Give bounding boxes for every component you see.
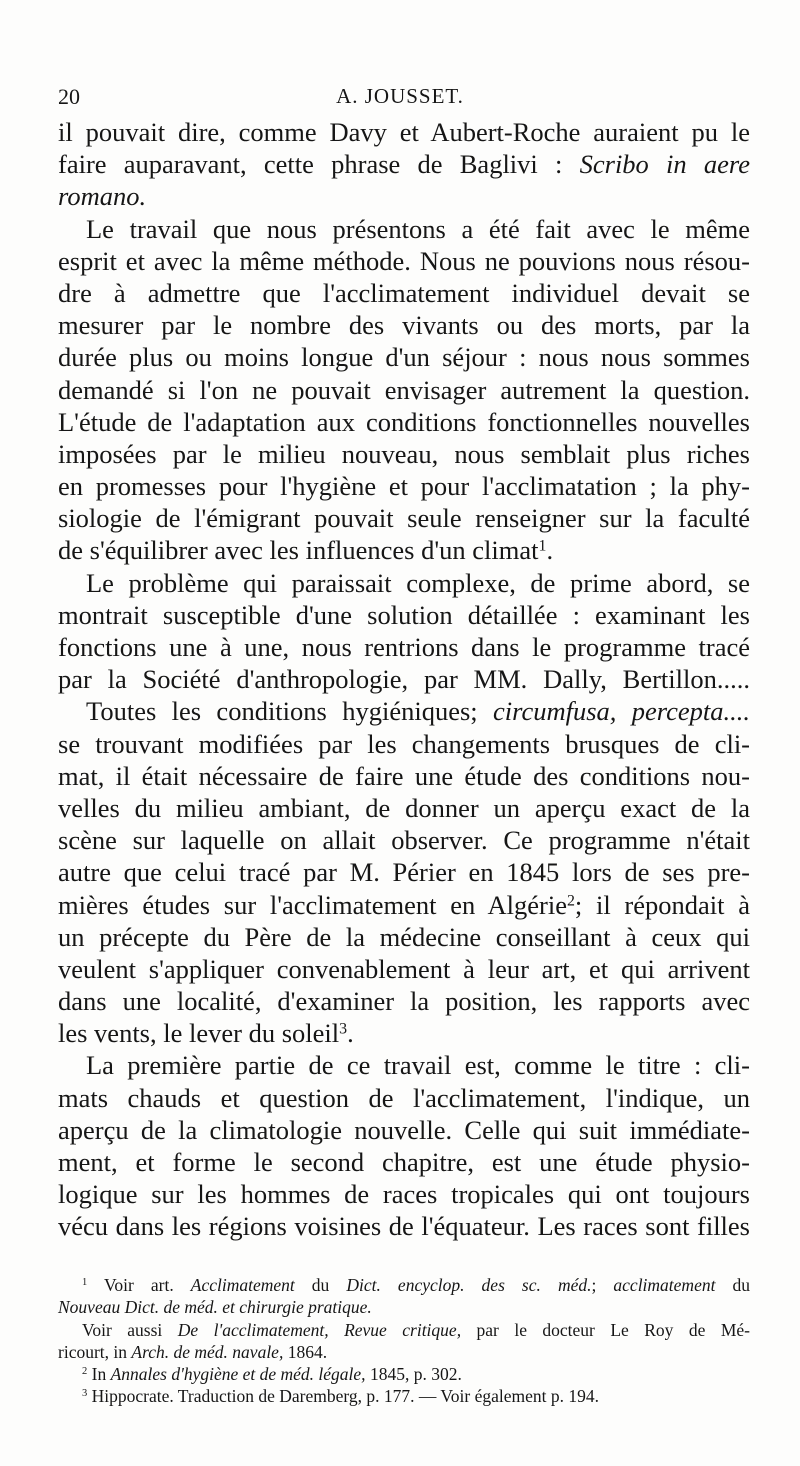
text-line <box>58 502 750 534</box>
text-run: velles du milieu ambiant, de donner un aperçu exact de la <box>58 792 750 823</box>
text-run: un précepte du Père de la médecine conseillant à ceux qui <box>58 921 750 952</box>
text-line <box>58 438 750 470</box>
text-line <box>58 277 750 309</box>
text-run: . <box>546 535 554 566</box>
italic-text: Annales d'hygiène et de méd. légale, <box>110 1364 366 1385</box>
text-line <box>58 889 750 921</box>
footnote-marker: 2 <box>82 1366 88 1378</box>
text-line <box>58 985 750 1017</box>
text-run: fonctions une à une, nous rentrions dans le programme tracé <box>58 632 750 662</box>
text-run: Le problème qui paraissait complexe, de prime abord, se <box>86 567 750 598</box>
text-run: montrait susceptible d'une solution détaillée : examinant les <box>58 599 750 630</box>
text-run: esprit et avec la même méthode. Nous ne pouvions nous résou- <box>58 245 750 276</box>
text-run: demandé si l'on ne pouvait envisager autrement la question. <box>58 374 750 405</box>
text-run: ment, et forme le second chapitre, est une étude physio- <box>58 1147 750 1177</box>
text-run: ; <box>591 1275 614 1295</box>
text-run: Le travail que nous présentons a été fait avec le même <box>86 213 750 244</box>
italic-text: romano. <box>58 181 147 212</box>
text-line <box>58 663 750 695</box>
text-run: scène sur laquelle on allait observer. Ce programme n'était <box>58 825 750 856</box>
text-run: autre que celui tracé par M. Périer en 1845 lors de ses pre- <box>58 857 750 888</box>
italic-text: acclimatement <box>613 1275 716 1295</box>
text-line <box>58 374 750 406</box>
text-run: veulent s'appliquer convenablement à leur art, et qui arrivent <box>58 953 750 984</box>
text-line <box>58 1082 750 1114</box>
text-line <box>58 341 750 373</box>
page-number: 20 <box>58 84 80 109</box>
text-run: par le docteur Le Roy de Mé- <box>461 1319 750 1340</box>
text-line <box>58 953 750 985</box>
text-line <box>58 728 750 760</box>
text-run: In <box>87 1364 111 1385</box>
footnote-marker: 2 <box>566 891 575 909</box>
text-run: mat, il était nécessaire de faire une étude des conditions nou- <box>58 760 750 791</box>
text-run: La première partie de ce travail est, comme le titre : cli- <box>86 1050 750 1081</box>
text-line <box>58 116 750 148</box>
text-run: en promesses pour l'hygiène et pour l'acclimatation ; la phy- <box>58 471 750 502</box>
footnotes <box>58 1274 750 1408</box>
text-line <box>58 631 750 663</box>
text-run: ; il répondait à <box>574 889 750 920</box>
text-line <box>58 309 750 341</box>
text-run: logique sur les hommes de races tropicales qui ont toujours <box>58 1179 750 1210</box>
text-line <box>58 1114 750 1146</box>
text-line <box>58 599 750 631</box>
text-line <box>58 1146 750 1178</box>
text-line <box>58 824 750 856</box>
text-run: vécu dans les régions voisines de l'équateur. Les races sont filles <box>58 1211 750 1242</box>
text-run: dans une localité, d'examiner la position, les rapports avec <box>58 986 750 1017</box>
text-run: du <box>715 1275 751 1295</box>
text-line <box>58 1017 750 1049</box>
text-run: mesurer par le nombre des vivants ou des morts, par la <box>58 310 750 341</box>
text-run: siologie de l'émigrant pouvait seule renseigner sur la faculté <box>58 503 750 534</box>
footnote-marker: 1 <box>538 537 547 555</box>
text-line <box>58 148 750 180</box>
text-line <box>58 1178 750 1210</box>
running-title: A. JOUSSET. <box>336 84 464 108</box>
text-line <box>58 921 750 953</box>
text-run: Voir art. <box>87 1275 191 1295</box>
text-run: se trouvant modifiées par les changements brusques de cli- <box>58 728 750 759</box>
footnote-line <box>58 1274 750 1296</box>
text-run: 1864. <box>283 1341 328 1362</box>
text-run: mières études sur l'acclimatement en Algérie <box>58 889 567 920</box>
footnote-line <box>58 1363 750 1385</box>
text-run: . <box>347 1018 354 1049</box>
text-run: Toutes les conditions hygiéniques; <box>86 696 493 727</box>
body-text <box>58 116 750 1243</box>
text-run: ricourt, in <box>58 1341 132 1362</box>
footnote-marker: 1 <box>82 1277 88 1289</box>
text-run: durée plus ou moins longue d'un séjour : nous nous sommes <box>58 342 750 373</box>
footnote-marker: 3 <box>82 1388 88 1400</box>
italic-text: Acclimatement <box>190 1275 295 1295</box>
text-run: par la Société d'anthropologie, par MM. Dally, Bertillon..... <box>58 664 750 695</box>
text-run: imposées par le milieu nouveau, nous semblait plus riches <box>58 438 750 469</box>
text-run: Hippocrate. Traduction de Daremberg, p. 177. — Voir également p. 194. <box>87 1386 600 1407</box>
italic-text: Dict. encyclop. des sc. méd. <box>346 1275 592 1295</box>
text-run: il pouvait dire, comme Davy et Aubert-Roche auraient pu le <box>58 117 750 147</box>
text-line <box>58 470 750 502</box>
footnote-line <box>58 1319 750 1341</box>
footnote-marker: 3 <box>339 1020 348 1038</box>
text-line <box>58 534 750 566</box>
text-line <box>58 406 750 438</box>
text-line <box>58 1049 750 1081</box>
text-line <box>58 180 750 212</box>
italic-text: De l'acclimatement, Revue critique, <box>177 1319 462 1340</box>
italic-text: circumfusa, percepta.... <box>493 696 750 727</box>
text-run: Voir aussi <box>82 1319 178 1340</box>
text-run: du <box>294 1275 347 1295</box>
text-run: faire auparavant, cette phrase de Baglivi : <box>58 149 580 180</box>
text-run: 1845, p. 302. <box>365 1364 462 1385</box>
text-line <box>58 695 750 727</box>
italic-text: Arch. de méd. navale, <box>131 1341 284 1362</box>
text-run: de s'équilibrer avec les influences d'un climat <box>58 535 539 566</box>
text-run: aperçu de la climatologie nouvelle. Celle qui suit immédiate- <box>58 1114 750 1145</box>
text-run: dre à admettre que l'acclimatement individuel devait se <box>58 277 750 308</box>
text-line <box>58 760 750 792</box>
text-run: L'étude de l'adaptation aux conditions fonctionnelles nouvelles <box>58 406 750 437</box>
text-line <box>58 213 750 245</box>
italic-text: Scribo in aere <box>579 149 751 180</box>
footnote-line <box>58 1296 750 1318</box>
text-line <box>58 567 750 599</box>
running-head <box>58 84 742 114</box>
text-line <box>58 245 750 277</box>
text-line <box>58 792 750 824</box>
footnote-line <box>58 1341 750 1363</box>
text-run: les vents, le lever du soleil <box>58 1018 340 1049</box>
footnote-line <box>58 1385 750 1407</box>
text-line <box>58 1210 750 1242</box>
text-line <box>58 856 750 888</box>
italic-text: Nouveau Dict. de méd. et chirurgie pratique. <box>58 1297 372 1318</box>
text-run: mats chauds et question de l'acclimatement, l'indique, un <box>58 1082 750 1113</box>
